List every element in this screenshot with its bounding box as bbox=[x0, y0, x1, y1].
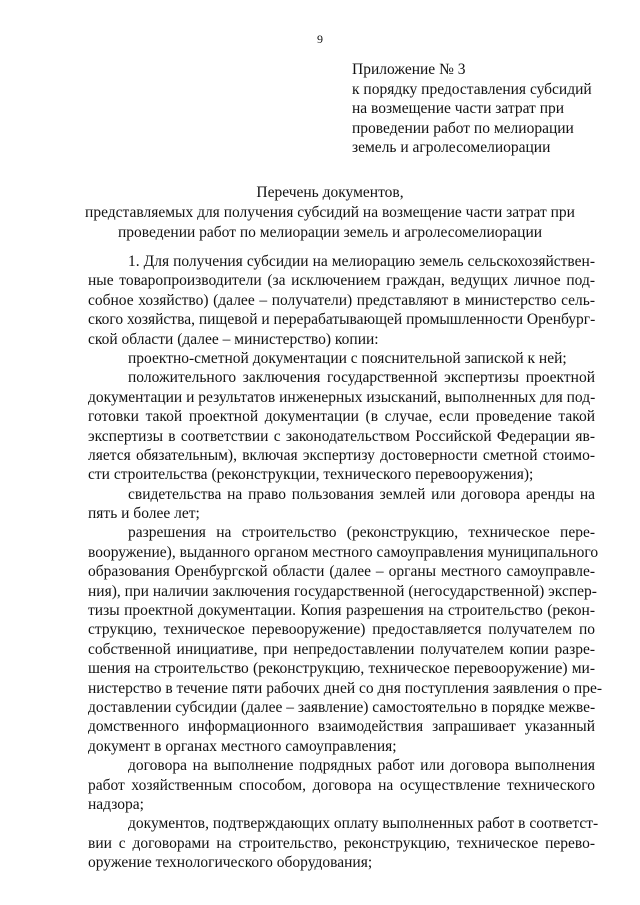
body-line: надзора; bbox=[88, 795, 144, 813]
body-line: сти строительства (реконструкции, технического перевооружения); bbox=[88, 466, 534, 484]
body-line: вооружение), выданного органом местного самоуправления муниципального bbox=[88, 543, 599, 561]
title-line: проведении работ по мелиорации земель и агролесомелиорации bbox=[117, 224, 543, 241]
body-line: работ хозяйственным способом, договора на осуществление технического bbox=[88, 776, 595, 794]
body-line: струкцию, техническое перевооружение) предоставляется получателем по bbox=[88, 621, 595, 639]
body-line: разрешения на строительство (реконструкцию, техническое пере- bbox=[128, 524, 595, 542]
body-line: документов, подтверждающих оплату выполненных работ в соответст- bbox=[128, 815, 599, 833]
body-line: ния), при наличии заключения государственной (негосударственной) экспер- bbox=[88, 582, 597, 600]
body-line: 1. Для получения субсидии на мелиорацию земель сельскохозяйствен- bbox=[128, 253, 595, 270]
body-line: документации и результатов инженерных изысканий, выполненных для под- bbox=[88, 388, 596, 406]
appendix-line: земель и агролесомелиорации bbox=[352, 139, 551, 156]
appendix-line: на возмещение части затрат при bbox=[352, 100, 565, 117]
body-line: ской области (далее – министерство) копии: bbox=[88, 330, 379, 348]
body-line: экспертизы в соответствии с законодательством Российской Федерации яв- bbox=[88, 427, 595, 445]
document-title bbox=[70, 183, 590, 243]
body-line: собное хозяйство) (далее – получатели) представляют в министерство сель- bbox=[88, 291, 595, 309]
body-line: образования Оренбургской области (далее – органы местного самоуправле- bbox=[88, 563, 595, 581]
body-line: готовки такой проектной документации (в случае, если проведение такой bbox=[88, 408, 595, 426]
body-line: доставлении субсидии (далее – заявление) самостоятельно в порядке межве- bbox=[88, 698, 596, 716]
body-line: вии с договорами на строительство, реконструкцию, техническое перево- bbox=[88, 834, 595, 852]
body-line: ные товаропроизводители (за исключением граждан, ведущих личное под- bbox=[88, 272, 595, 290]
body-line: собственной инициативе, при непредоставлении получателем копии разре- bbox=[88, 640, 595, 658]
document-body bbox=[88, 252, 603, 873]
title-line: представляемых для получения субсидий на возмещение части затрат при bbox=[85, 204, 575, 221]
body-line: ского хозяйства, пищевой и перерабатывающей промышленности Оренбург- bbox=[88, 311, 596, 329]
body-line: тизы проектной документации. Копия разрешения на строительство (рекон- bbox=[88, 602, 595, 620]
body-line: шения на строительство (реконструкцию, техническое перевооружение) ми- bbox=[88, 660, 595, 678]
appendix-line: Приложение № 3 bbox=[352, 61, 466, 78]
title-line: Перечень документов, bbox=[256, 184, 404, 201]
appendix-line: проведении работ по мелиорации bbox=[352, 119, 574, 137]
page-number: 9 bbox=[317, 32, 323, 46]
body-line: свидетельства на право пользования землей или договора аренды на bbox=[128, 485, 595, 503]
appendix-line: к порядку предоставления субсидий bbox=[352, 80, 592, 98]
body-line: оружение технологического оборудования; bbox=[88, 854, 373, 872]
body-line: договора на выполнение подрядных работ или договора выполнения bbox=[128, 757, 595, 775]
body-line: нистерство в течение пяти рабочих дней со дня поступления заявления о пре- bbox=[88, 679, 603, 697]
body-line: ляется обязательным), включая экспертизу достоверности сметной стоимо- bbox=[88, 446, 595, 464]
body-line: проектно-сметной документации с пояснительной запиской к ней; bbox=[128, 349, 567, 367]
body-line: документ в органах местного самоуправления; bbox=[88, 737, 397, 755]
body-line: домственного информационного взаимодействия запрашивает указанный bbox=[88, 718, 595, 736]
appendix-header bbox=[352, 60, 622, 158]
body-line: положительного заключения государственной экспертизы проектной bbox=[128, 369, 595, 387]
body-line: пять и более лет; bbox=[88, 505, 200, 523]
